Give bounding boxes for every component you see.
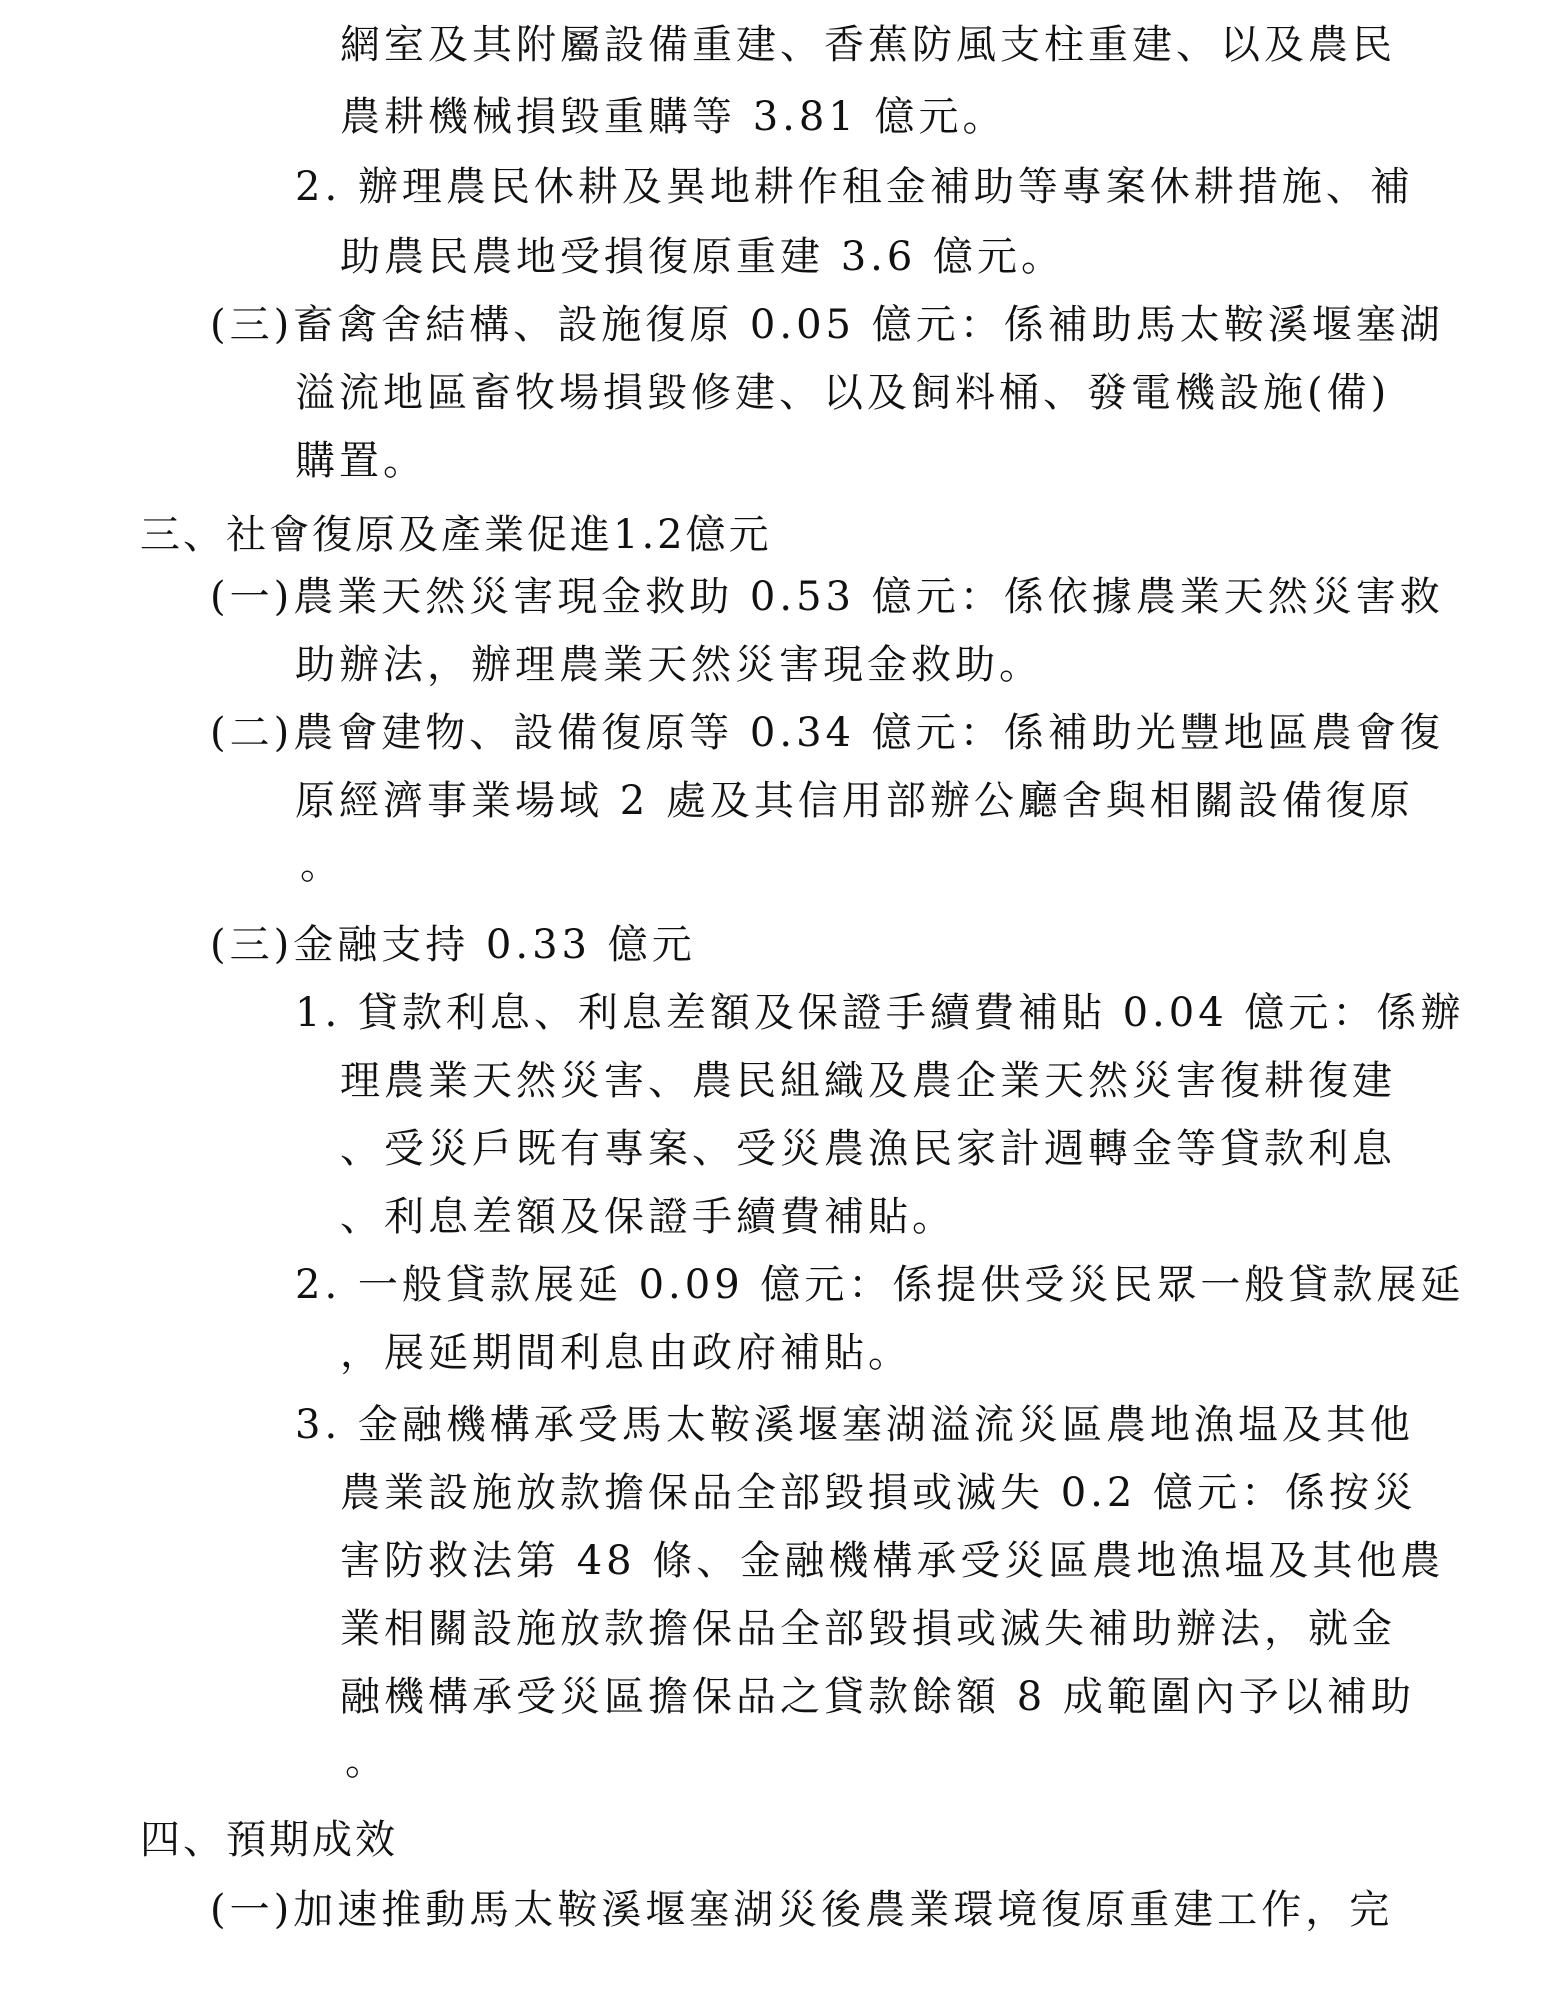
section-heading-4: 四、預期成效 <box>140 1817 398 1863</box>
sub-item-1: (一)加速推動馬太鞍溪堰塞湖災後農業環境復原重建工作，完 <box>210 1887 1394 1933</box>
paragraph-line: 助辦法，辦理農業天然災害現金救助。 <box>295 642 1043 688</box>
section-heading-3: 三、社會復原及產業促進1.2億元 <box>140 512 772 558</box>
sub-item-2: (二)農會建物、設備復原等 0.34 億元：係補助光豐地區農會復 <box>210 710 1444 756</box>
paragraph-line: 理農業天然災害、農民組織及農企業天然災害復耕復建 <box>340 1058 1396 1104</box>
list-item-1: 1. 貸款利息、利息差額及保證手續費補貼 0.04 億元：係辦 <box>295 990 1465 1036</box>
paragraph-line: 農業設施放款擔保品全部毀損或滅失 0.2 億元：係按災 <box>340 1470 1418 1516</box>
paragraph-line: 購置。 <box>295 438 427 484</box>
list-item-2: 2. 一般貸款展延 0.09 億元：係提供受災民眾一般貸款展延 <box>295 1262 1465 1308</box>
sub-item-1: (一)農業天然災害現金救助 0.53 億元：係依據農業天然災害救 <box>210 574 1444 620</box>
paragraph-line: 農耕機械損毀重購等 3.81 億元。 <box>340 94 1007 140</box>
paragraph-line: 。 <box>300 842 344 888</box>
paragraph-line: 。 <box>345 1738 389 1784</box>
paragraph-line: 助農民農地受損復原重建 3.6 億元。 <box>340 234 1066 280</box>
sub-item-3-title: (三)金融支持 0.33 億元 <box>210 922 696 968</box>
paragraph-line: ，展延期間利息由政府補貼。 <box>340 1330 912 1376</box>
sub-item-3: (三)畜禽舍結構、設施復原 0.05 億元：係補助馬太鞍溪堰塞湖 <box>210 302 1444 348</box>
paragraph-line: 原經濟事業場域 2 處及其信用部辦公廳舍與相關設備復原 <box>295 778 1414 824</box>
list-item-3: 3. 金融機構承受馬太鞍溪堰塞湖溢流災區農地漁塭及其他 <box>295 1402 1414 1448</box>
paragraph-line: 網室及其附屬設備重建、香蕉防風支柱重建、以及農民 <box>340 22 1396 68</box>
paragraph-line: 融機構承受災區擔保品之貸款餘額 8 成範圍內予以補助 <box>340 1674 1415 1720</box>
paragraph-line: 、受災戶既有專案、受災農漁民家計週轉金等貸款利息 <box>340 1126 1396 1172</box>
paragraph-line: 溢流地區畜牧場損毀修建、以及飼料桶、發電機設施(備) <box>295 370 1391 416</box>
paragraph-line: 害防救法第 48 條、金融機構承受災區農地漁塭及其他農 <box>340 1538 1445 1584</box>
paragraph-line: 、利息差額及保證手續費補貼。 <box>340 1194 956 1240</box>
list-item-2: 2. 辦理農民休耕及異地耕作租金補助等專案休耕措施、補 <box>295 164 1414 210</box>
paragraph-line: 業相關設施放款擔保品全部毀損或滅失補助辦法，就金 <box>340 1606 1396 1652</box>
